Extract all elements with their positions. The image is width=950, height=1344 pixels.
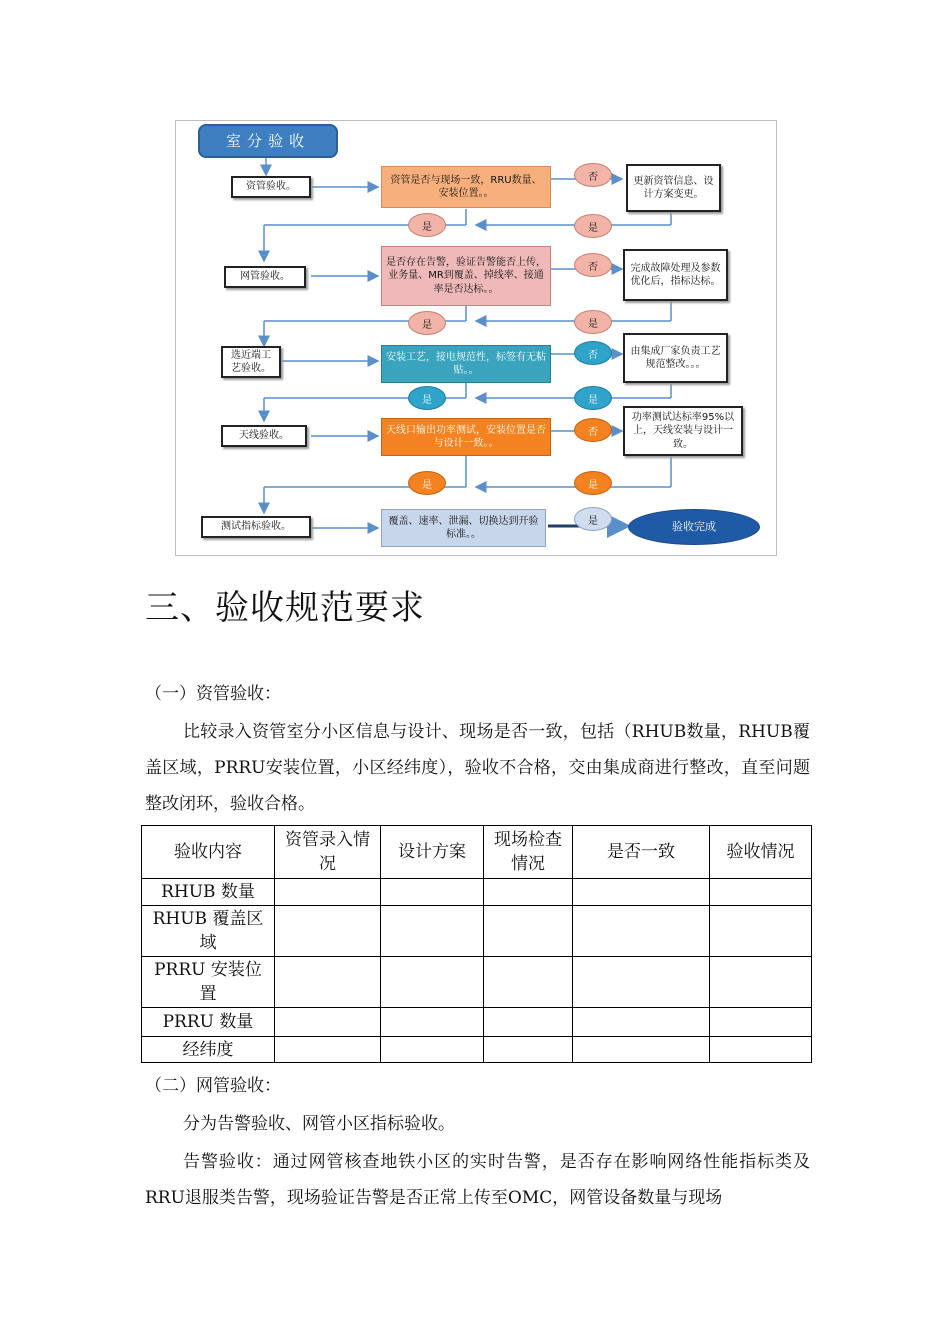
flow-step-antenna: 天线验收。 bbox=[221, 425, 307, 447]
table-cell bbox=[484, 906, 573, 957]
table-cell bbox=[275, 1037, 381, 1063]
table-row-label: PRRU 数量 bbox=[142, 1008, 275, 1037]
table-cell bbox=[484, 957, 573, 1008]
flow-step-nearend: 选近端工艺验收。 bbox=[221, 346, 281, 378]
flow-yes-oval: 是 bbox=[408, 386, 446, 410]
flow-remedy-antenna: 功率测试达标率95%以上，天线安装与设计一致。 bbox=[623, 406, 743, 456]
table-row-label: RHUB 覆盖区域 bbox=[142, 906, 275, 957]
flow-step-test: 测试指标验收。 bbox=[201, 516, 311, 538]
table-header-cell: 验收情况 bbox=[710, 826, 812, 879]
flow-no-oval: 否 bbox=[574, 163, 612, 187]
table-header-cell: 是否一致 bbox=[573, 826, 710, 879]
table-cell bbox=[710, 1008, 812, 1037]
section1-title: （一）资管验收： bbox=[145, 684, 281, 704]
table-cell bbox=[710, 906, 812, 957]
flow-step-asset: 资管验收。 bbox=[231, 176, 311, 198]
table-cell bbox=[275, 1008, 381, 1037]
section-heading: 三、验收规范要求 bbox=[145, 588, 425, 628]
flow-yes-oval: 是 bbox=[574, 471, 612, 495]
section2-intro: 分为告警验收、网管小区指标验收。 bbox=[183, 1114, 455, 1134]
table-header-cell: 现场检查情况 bbox=[484, 826, 573, 879]
flow-check-asset: 资管是否与现场一致，RRU数量、安装位置。。 bbox=[381, 166, 551, 208]
flow-no-oval: 否 bbox=[574, 253, 612, 277]
flow-no-oval: 否 bbox=[574, 341, 612, 365]
flow-yes-oval: 是 bbox=[408, 213, 446, 237]
flow-yes-oval: 是 bbox=[574, 310, 612, 334]
table-cell bbox=[573, 1008, 710, 1037]
section2-alarm: 告警验收：通过网管核查地铁小区的实时告警，是否存在影响网络性能指标类及RRU退服类告警，现场验证告警是否正常上传至OMC，网管设备数量与现场 bbox=[145, 1152, 810, 1208]
table-cell bbox=[573, 879, 710, 906]
table-header-row bbox=[142, 826, 812, 879]
table-cell bbox=[275, 957, 381, 1008]
flow-check-netmgmt: 是否存在告警，验证告警能否上传，业务量、MR到覆盖、掉线率、接通率是否达标。。 bbox=[381, 246, 551, 306]
table-cell bbox=[275, 879, 381, 906]
flow-yes-oval: 是 bbox=[408, 471, 446, 495]
table-cell bbox=[573, 1037, 710, 1063]
table-row bbox=[142, 879, 812, 906]
table-cell bbox=[275, 906, 381, 957]
section2-title: （二）网管验收： bbox=[145, 1076, 281, 1096]
table-cell bbox=[381, 906, 484, 957]
table-cell bbox=[381, 957, 484, 1008]
table-cell bbox=[381, 879, 484, 906]
table-row-label: PRRU 安装位置 bbox=[142, 957, 275, 1008]
acceptance-flowchart bbox=[175, 120, 777, 556]
table-header-cell: 资管录入情况 bbox=[275, 826, 381, 879]
table-row bbox=[142, 957, 812, 1008]
flow-yes-oval: 是 bbox=[574, 386, 612, 410]
table-row bbox=[142, 906, 812, 957]
flow-yes-oval: 是 bbox=[574, 507, 612, 531]
table-row bbox=[142, 1037, 812, 1063]
table-row-label: RHUB 数量 bbox=[142, 879, 275, 906]
acceptance-table bbox=[141, 825, 812, 1063]
flow-check-antenna: 天线口输出功率测试，安装位置是否与设计一致。。 bbox=[381, 418, 551, 456]
flow-remedy-asset: 更新资管信息、设计方案变更。 bbox=[626, 164, 721, 212]
flow-no-oval: 否 bbox=[574, 418, 612, 442]
flow-done: 验收完成 bbox=[628, 509, 760, 545]
flow-check-test: 覆盖、速率、泄漏、切换达到开验标准。。 bbox=[381, 509, 546, 547]
table-row-label: 经纬度 bbox=[142, 1037, 275, 1063]
flow-step-netmgmt: 网管验收。 bbox=[224, 266, 306, 288]
table-cell bbox=[381, 1037, 484, 1063]
table-cell bbox=[381, 1008, 484, 1037]
flow-title: 室分验收 bbox=[198, 124, 338, 158]
table-cell bbox=[710, 1037, 812, 1063]
flow-remedy-netmgmt: 完成故障处理及参数优化后，指标达标。 bbox=[623, 249, 728, 301]
flow-yes-oval: 是 bbox=[408, 311, 446, 335]
flow-check-nearend: 安装工艺，接电规范性，标签有无粘贴。。 bbox=[381, 345, 551, 383]
table-cell bbox=[710, 957, 812, 1008]
table-cell bbox=[573, 906, 710, 957]
section1-body: 比较录入资管室分小区信息与设计、现场是否一致，包括（RHUB数量，RHUB覆盖区域，PRRU安装位置，小区经纬度），验收不合格，交由集成商进行整改，直至问题整改闭环，验收合格。 bbox=[145, 722, 810, 814]
table-cell bbox=[710, 879, 812, 906]
table-cell bbox=[484, 1037, 573, 1063]
table-header-cell: 验收内容 bbox=[142, 826, 275, 879]
table-row bbox=[142, 1008, 812, 1037]
table-cell bbox=[573, 957, 710, 1008]
flow-remedy-nearend: 由集成厂家负责工艺规范整改。。。 bbox=[623, 333, 728, 383]
table-header-cell: 设计方案 bbox=[381, 826, 484, 879]
table-cell bbox=[484, 1008, 573, 1037]
flow-yes-oval: 是 bbox=[574, 214, 612, 238]
table-cell bbox=[484, 879, 573, 906]
